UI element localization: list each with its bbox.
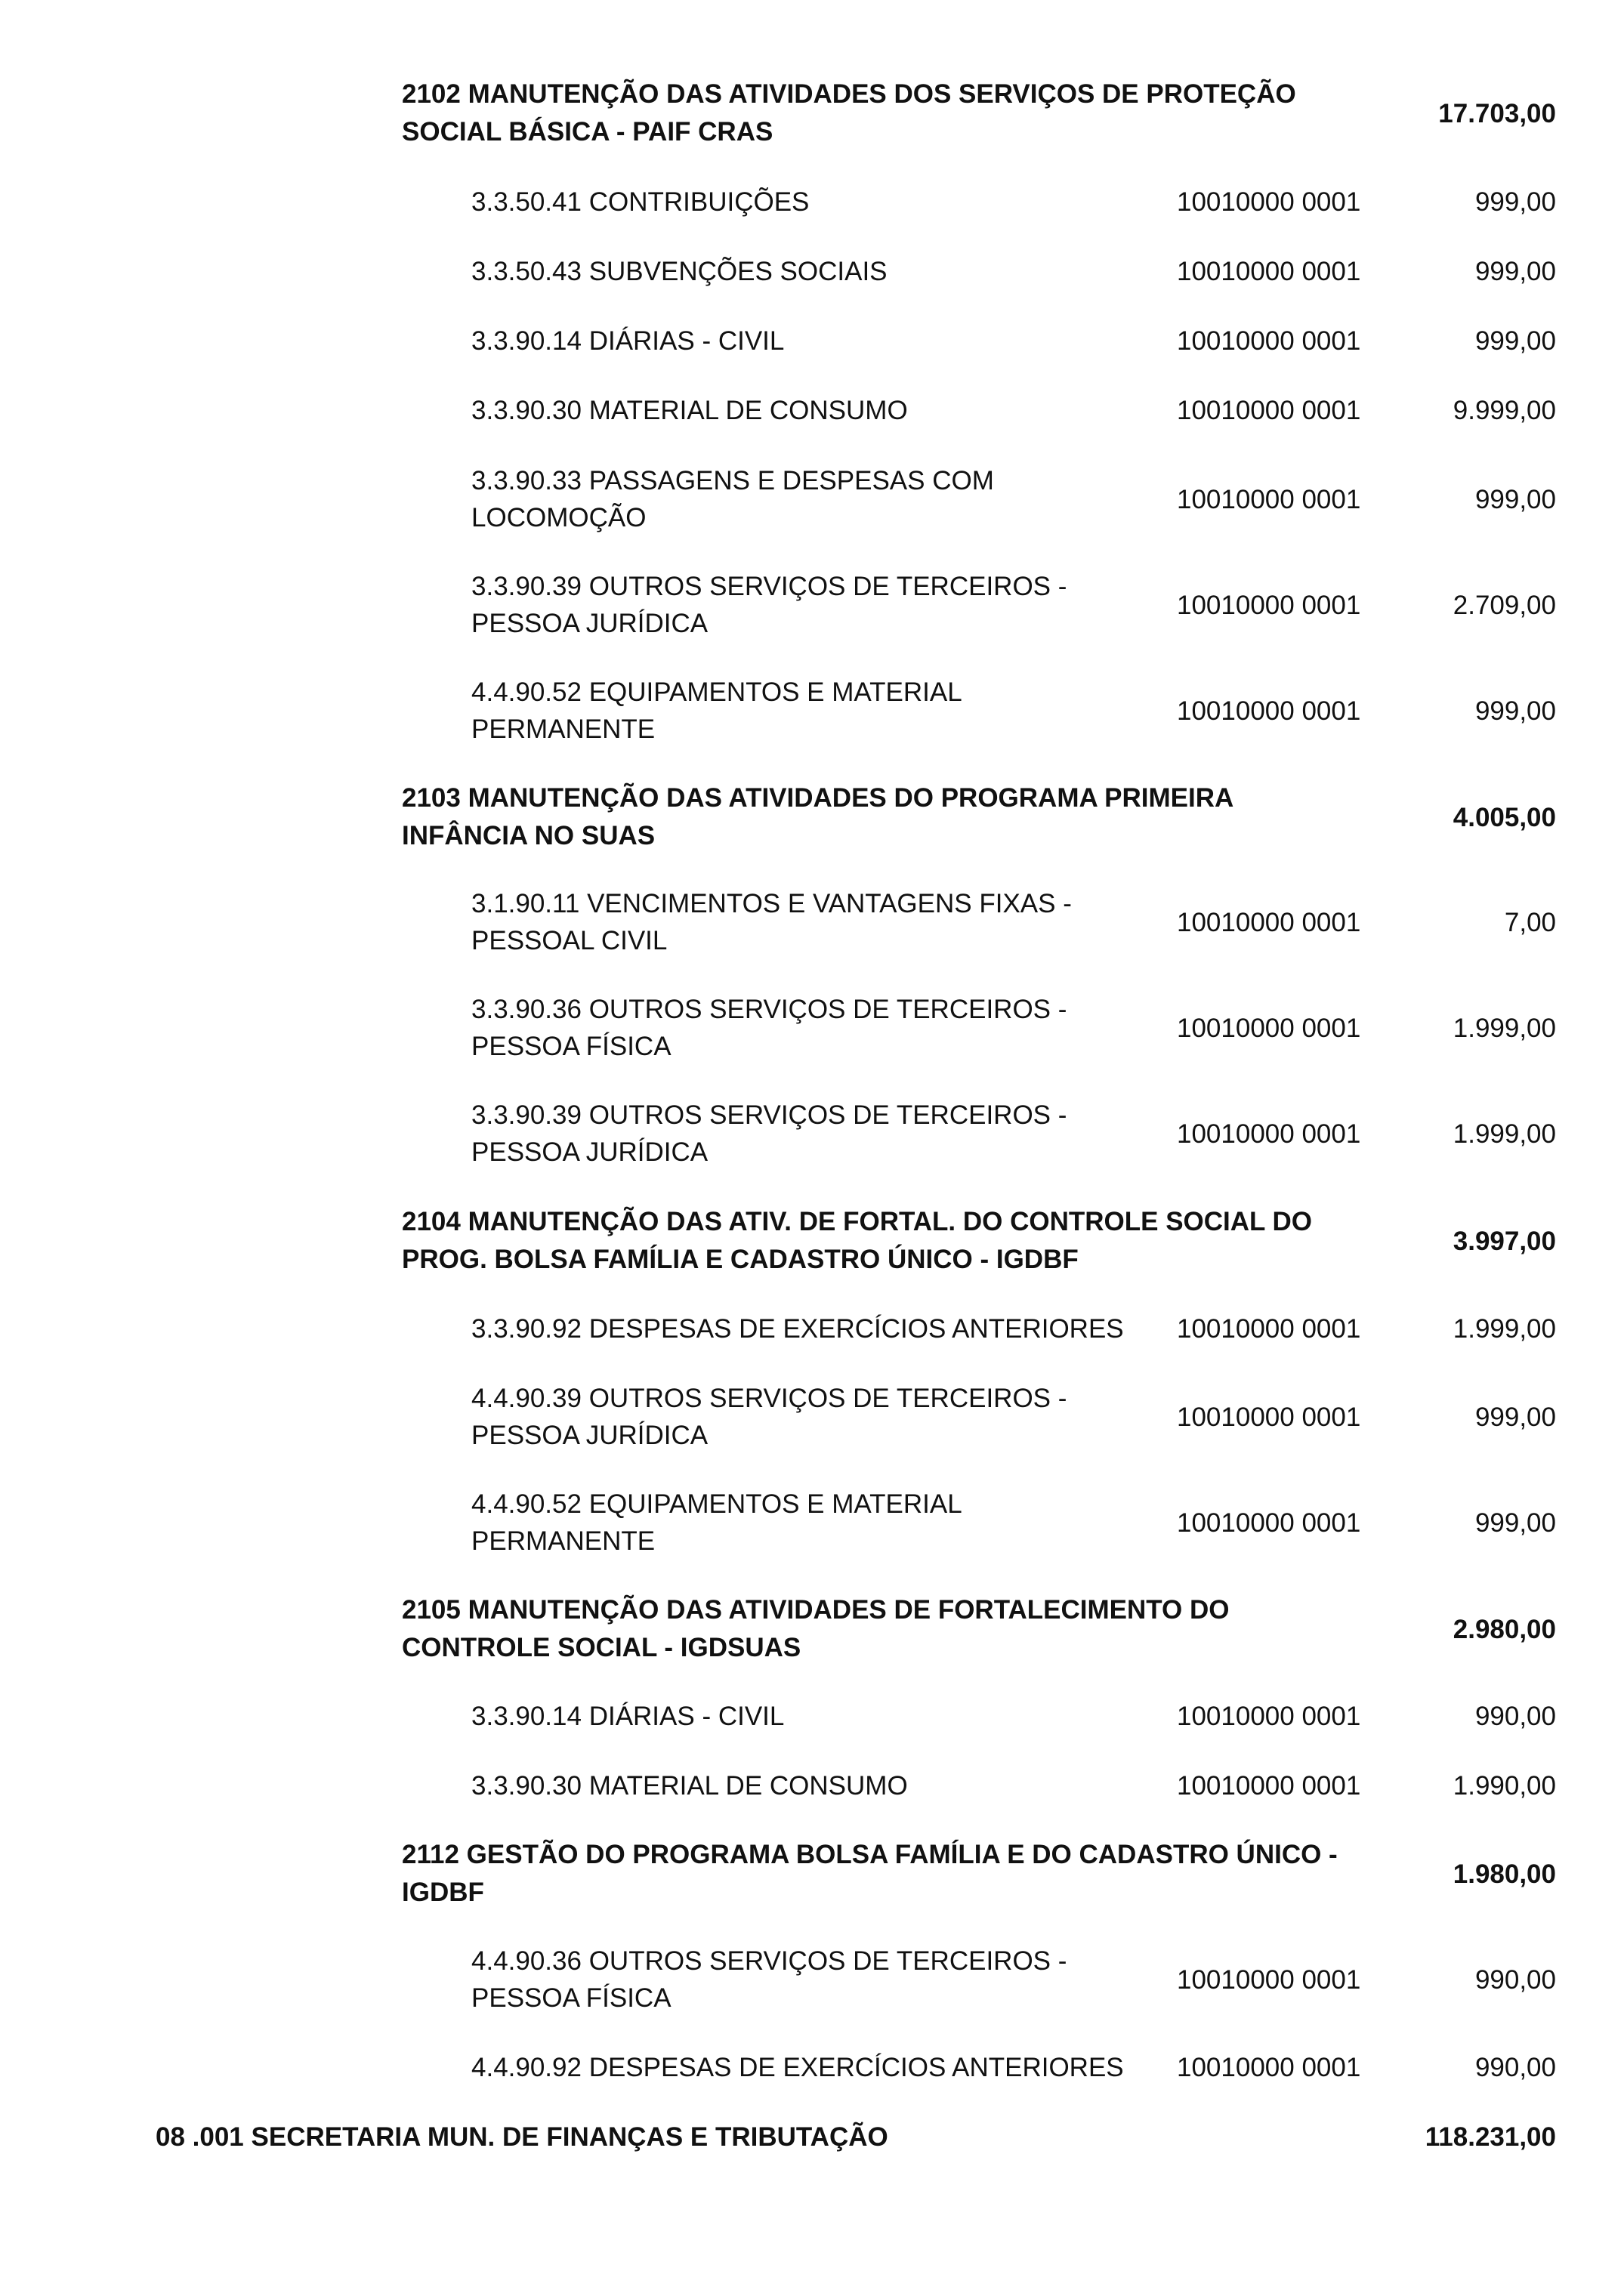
item-value: 1.999,00 [1453, 1119, 1556, 1149]
item-description: 3.3.90.30 MATERIAL DE CONSUMO [471, 1771, 908, 1801]
item-source: 10010000 0001 [1177, 1014, 1361, 1043]
item-value: 999,00 [1474, 187, 1556, 217]
action-total: 2.980,00 [1453, 1615, 1556, 1644]
organ-title: 08 .001 SECRETARIA MUN. DE FINANÇAS E TRIBUTAÇÃO [156, 2122, 888, 2152]
item-source: 10010000 0001 [1177, 326, 1361, 356]
action-total: 3.997,00 [1453, 1227, 1556, 1256]
item-value: 1.999,00 [1453, 1314, 1556, 1344]
item-source: 10010000 0001 [1177, 1965, 1361, 1995]
item-value: 999,00 [1474, 326, 1556, 356]
item-description: 3.3.90.14 DIÁRIAS - CIVIL [471, 326, 785, 356]
item-description: 3.3.50.43 SUBVENÇÕES SOCIAIS [471, 257, 888, 286]
action-title: 2103 MANUTENÇÃO DAS ATIVIDADES DO PROGRAMA PRIMEIRA INFÂNCIA NO SUAS [402, 783, 1233, 850]
item-source: 10010000 0001 [1177, 1314, 1361, 1344]
item-source: 10010000 0001 [1177, 1403, 1361, 1432]
item-description: 3.3.90.39 OUTROS SERVIÇOS DE TERCEIROS - PESSOA JURÍDICA [471, 572, 1067, 638]
action-title: 2112 GESTÃO DO PROGRAMA BOLSA FAMÍLIA E DO CADASTRO ÚNICO - IGDBF [402, 1840, 1338, 1907]
item-value: 990,00 [1474, 1702, 1556, 1731]
item-source: 10010000 0001 [1177, 1119, 1361, 1149]
action-total: 4.005,00 [1453, 803, 1556, 832]
item-value: 9.999,00 [1453, 396, 1556, 425]
item-description: 3.3.90.33 PASSAGENS E DESPESAS COM LOCOMOÇÃO [471, 466, 994, 532]
item-description: 3.3.90.14 DIÁRIAS - CIVIL [471, 1702, 785, 1731]
item-source: 10010000 0001 [1177, 396, 1361, 425]
item-value: 7,00 [1504, 908, 1556, 937]
item-description: 4.4.90.36 OUTROS SERVIÇOS DE TERCEIROS - PESSOA FÍSICA [471, 1946, 1067, 2013]
item-description: 3.3.90.92 DESPESAS DE EXERCÍCIOS ANTERIORES [471, 1314, 1124, 1344]
item-description: 4.4.90.52 EQUIPAMENTOS E MATERIAL PERMANENTE [471, 677, 962, 744]
item-source: 10010000 0001 [1177, 1771, 1361, 1801]
item-value: 999,00 [1474, 1403, 1556, 1432]
item-description: 4.4.90.39 OUTROS SERVIÇOS DE TERCEIROS - PESSOA JURÍDICA [471, 1384, 1067, 1450]
item-source: 10010000 0001 [1177, 485, 1361, 514]
item-source: 10010000 0001 [1177, 908, 1361, 937]
item-value: 999,00 [1474, 696, 1556, 726]
item-value: 999,00 [1474, 485, 1556, 514]
item-description: 3.3.90.30 MATERIAL DE CONSUMO [471, 396, 908, 425]
item-description: 3.3.90.39 OUTROS SERVIÇOS DE TERCEIROS - PESSOA JURÍDICA [471, 1100, 1067, 1167]
item-value: 2.709,00 [1453, 591, 1556, 620]
item-source: 10010000 0001 [1177, 696, 1361, 726]
item-source: 10010000 0001 [1177, 1702, 1361, 1731]
item-source: 10010000 0001 [1177, 2053, 1361, 2082]
item-value: 999,00 [1474, 257, 1556, 286]
item-description: 3.3.50.41 CONTRIBUIÇÕES [471, 187, 810, 217]
action-total: 17.703,00 [1438, 99, 1556, 128]
organ-total: 118.231,00 [1425, 2122, 1556, 2152]
item-description: 4.4.90.92 DESPESAS DE EXERCÍCIOS ANTERIORES [471, 2053, 1124, 2082]
item-source: 10010000 0001 [1177, 591, 1361, 620]
item-value: 1.990,00 [1453, 1771, 1556, 1801]
item-description: 3.3.90.36 OUTROS SERVIÇOS DE TERCEIROS - PESSOA FÍSICA [471, 995, 1067, 1061]
item-value: 990,00 [1474, 2053, 1556, 2082]
item-description: 4.4.90.52 EQUIPAMENTOS E MATERIAL PERMANENTE [471, 1489, 962, 1556]
item-value: 1.999,00 [1453, 1014, 1556, 1043]
item-value: 999,00 [1474, 1508, 1556, 1538]
action-title: 2105 MANUTENÇÃO DAS ATIVIDADES DE FORTALECIMENTO DO CONTROLE SOCIAL - IGDSUAS [402, 1595, 1230, 1662]
item-source: 10010000 0001 [1177, 187, 1361, 217]
item-value: 990,00 [1474, 1965, 1556, 1995]
action-title: 2104 MANUTENÇÃO DAS ATIV. DE FORTAL. DO CONTROLE SOCIAL DO PROG. BOLSA FAMÍLIA E CADASTRO ÚNICO - IGDBF [402, 1207, 1313, 1274]
action-total: 1.980,00 [1453, 1859, 1556, 1889]
action-title: 2102 MANUTENÇÃO DAS ATIVIDADES DOS SERVIÇOS DE PROTEÇÃO SOCIAL BÁSICA - PAIF CRAS [402, 79, 1296, 147]
item-source: 10010000 0001 [1177, 1508, 1361, 1538]
item-source: 10010000 0001 [1177, 257, 1361, 286]
item-description: 3.1.90.11 VENCIMENTOS E VANTAGENS FIXAS - PESSOAL CIVIL [471, 889, 1072, 955]
